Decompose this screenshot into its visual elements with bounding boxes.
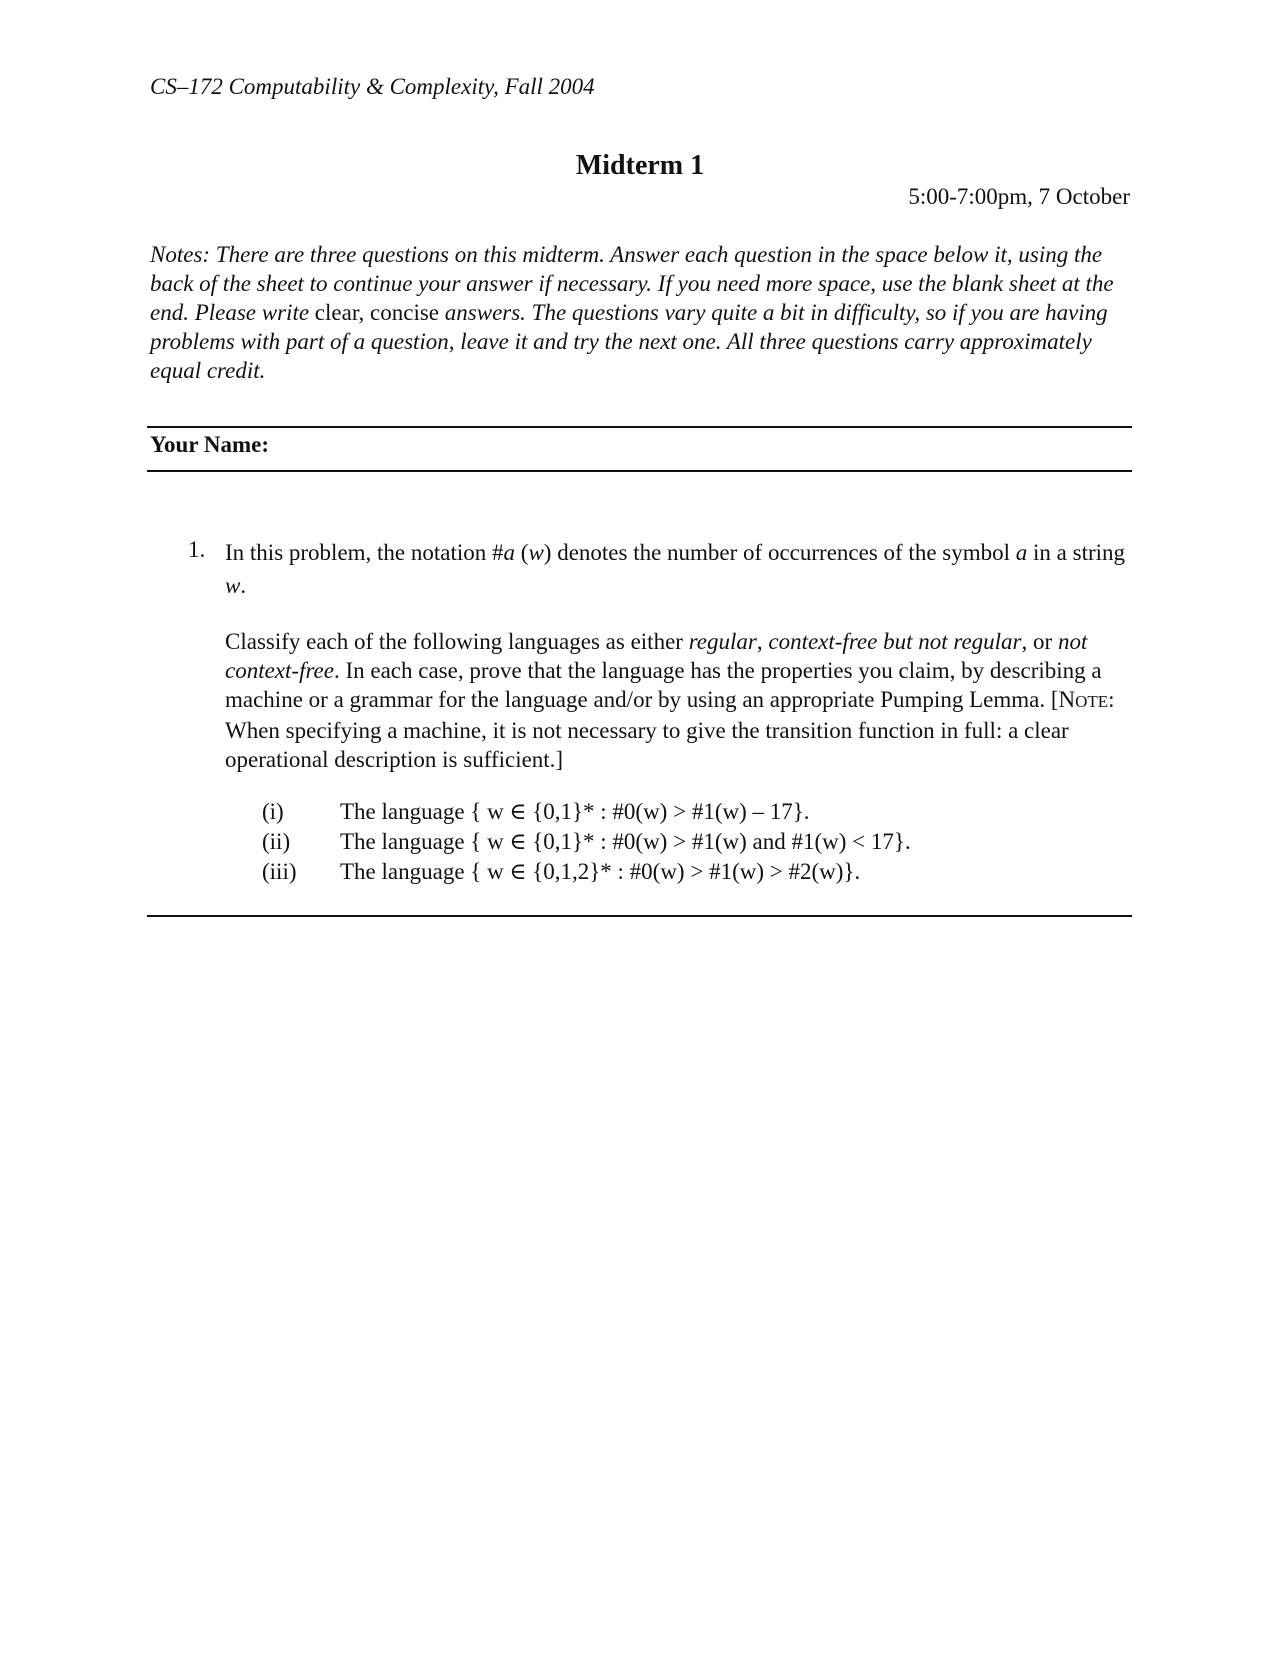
intro-text: in a string	[1027, 540, 1126, 565]
item-label: (iii)	[262, 859, 297, 884]
notes-part3: answers. The questions vary quite a bit in difficulty, so if you are having problems with part of a question, leave it and try the next one. All three questions carry approximately equal credit.	[150, 300, 1108, 383]
item-label: (ii)	[262, 829, 291, 854]
term-context-free-not-regular: context-free but not regular	[768, 629, 1022, 654]
question-rule-bottom	[147, 915, 1132, 917]
intro-text: (	[515, 540, 529, 565]
intro-var: w	[225, 573, 241, 598]
term-regular: regular	[688, 629, 757, 654]
intro-var: w	[528, 540, 544, 565]
intro-var: a	[1015, 540, 1028, 565]
intro-text: ) denotes the number of occurrences of the symbol	[543, 540, 1016, 565]
notes-part1: Notes: There are three questions on this midterm. Answer each question in the space below it, using the back of the sheet to continue your answer if necessary. If you need more space, use the blank sheet at the end. Please write	[150, 242, 1114, 325]
instr-text: . In each case, prove that the language has the properties you claim, by describing a machine or a grammar for the language and/or by using an appropriate Pumping Lemma. [N	[225, 658, 1102, 712]
item-text: The language { w ∈ {0,1}* : #0(w) > #1(w) – 17}.	[340, 799, 810, 824]
instr-text: ,	[756, 629, 769, 654]
notes-part2: clear, concise	[314, 300, 445, 325]
question-instructions	[225, 627, 1135, 774]
intro-var: a	[503, 540, 516, 565]
exam-title: Midterm 1	[575, 150, 705, 181]
instr-text: , or	[1021, 629, 1058, 654]
item-text: The language { w ∈ {0,1,2}* : #0(w) > #1(w) > #2(w)}.	[340, 859, 861, 884]
name-label: Your Name:	[150, 432, 270, 457]
exam-time: 5:00-7:00pm, 7 October	[908, 184, 1130, 209]
instr-text: : When specifying a machine, it is not necessary to give the transition function in full: a clear operational description is sufficient.]	[225, 687, 1115, 772]
instr-text: Classify each of the following languages as either	[225, 629, 689, 654]
name-rule-bottom	[147, 470, 1132, 472]
item-text: The language { w ∈ {0,1}* : #0(w) > #1(w) and #1(w) < 17}.	[340, 829, 911, 854]
item-label: (i)	[262, 799, 284, 824]
exam-notes	[150, 240, 1140, 385]
intro-text: In this problem, the notation #	[225, 540, 504, 565]
question-intro	[225, 536, 1135, 602]
name-rule-top	[147, 426, 1132, 428]
question-number: 1.	[188, 537, 206, 562]
term-not-context-free: not context-free	[225, 629, 1088, 683]
course-header: CS–172 Computability & Complexity, Fall 2004	[150, 74, 595, 99]
intro-text: .	[240, 573, 247, 598]
note-smallcaps: OTE	[1075, 692, 1109, 711]
